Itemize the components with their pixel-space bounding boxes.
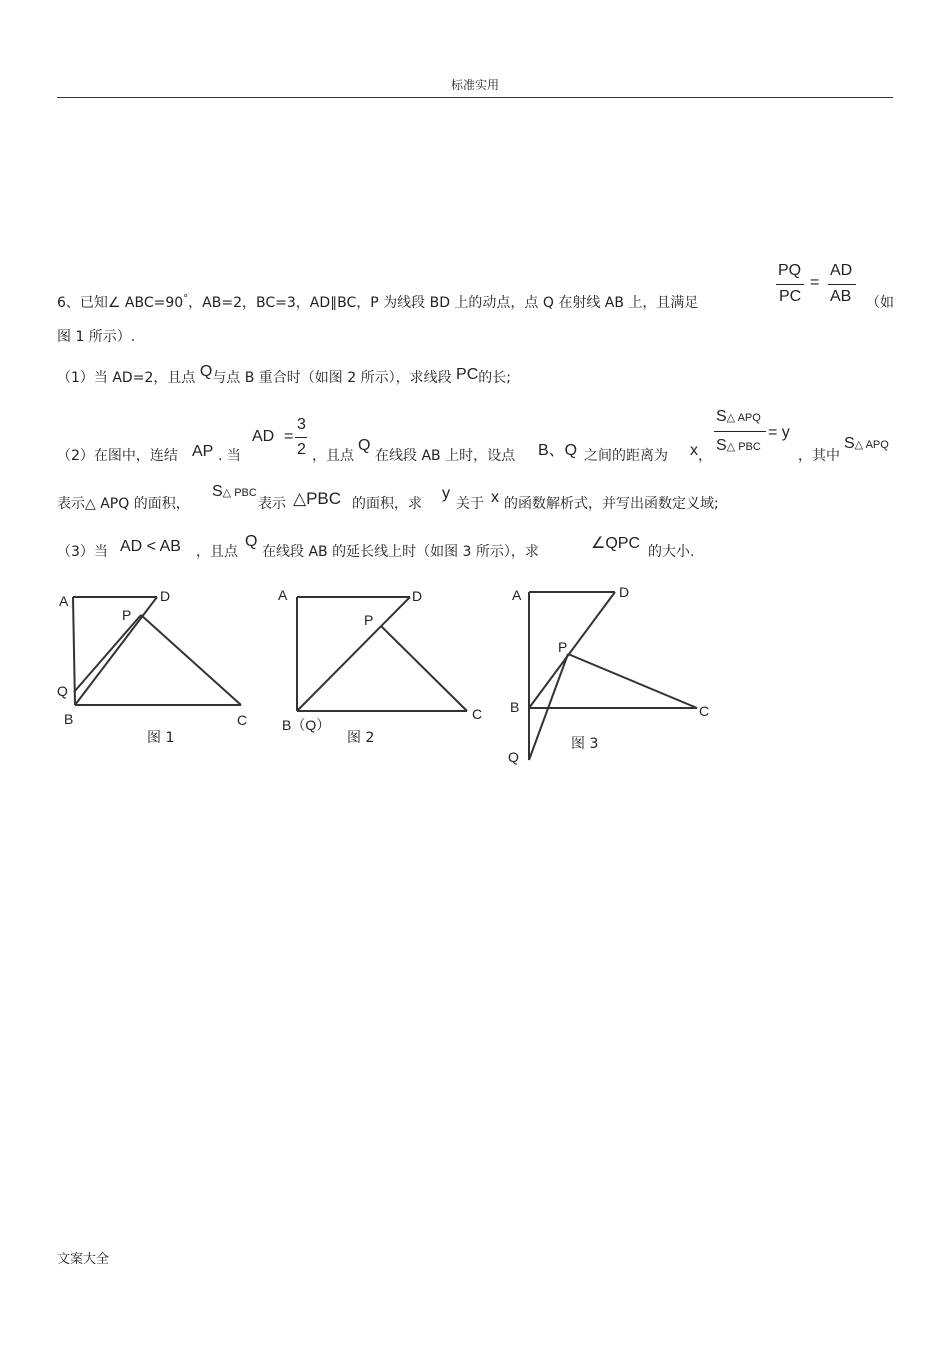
label-b: B [510, 699, 520, 715]
q2-s-apq [844, 435, 889, 453]
q2-ratio-bar [714, 431, 766, 432]
q2b-text-e: 的函数解析式，并写出函数定义域; [504, 496, 719, 512]
label-q: Q [508, 749, 519, 765]
q2-equals: = [284, 428, 294, 445]
q2-text-e: 之间的距离为 [584, 448, 668, 464]
q3-text-a: （3）当 [57, 544, 108, 560]
frac1-bar [776, 284, 804, 285]
q2-frac-den: 2 [297, 441, 306, 458]
q1-text-b: 与点 B 重合时（如图 2 所示），求线段 [212, 370, 452, 386]
s-symbol: S [716, 437, 727, 454]
q3-angle-qpc: ∠QPC [591, 535, 641, 552]
label-d: D [412, 588, 423, 604]
label-p: P [122, 607, 132, 623]
q2-equals-y: = y [768, 424, 790, 441]
q2-segment-ap: AP [192, 443, 214, 460]
q2-ad: AD [252, 428, 275, 445]
q2-frac-num: 3 [297, 416, 306, 433]
s-symbol: S [844, 435, 855, 452]
page-footer: 文案大全 [57, 1252, 110, 1267]
q2-text-d: 在线段 AB 上时，设点 [375, 448, 516, 464]
label-a: A [59, 593, 69, 609]
pbc-subscript: △ PBC [222, 487, 257, 499]
frac-equals: = [810, 274, 820, 291]
q2b-var-x: x [491, 489, 499, 506]
segment-pq [74, 615, 141, 692]
label-b: B [64, 711, 74, 727]
frac2-denominator: AB [830, 288, 852, 305]
frac1-denominator: PC [779, 288, 802, 305]
pbc-subscript: △ PBC [726, 441, 761, 453]
q1-segment-pc: PC [456, 366, 479, 383]
caption-figure-3: 图 3 [571, 736, 599, 752]
q2-ratio-den [716, 437, 761, 455]
q1-text-a: （1）当 AD=2，且点 [57, 370, 196, 386]
question-2-text-a: （2）在图中，连结 [57, 448, 178, 464]
q3-ad-lt-ab: AD < AB [120, 538, 181, 555]
problem-intro: 6、已知∠ ABC=90 [57, 295, 184, 311]
frac2-bar [828, 284, 856, 285]
segment-pc [568, 654, 697, 708]
q2-text-c: ，且点 [312, 448, 354, 464]
q2b-text-b: 表示 [258, 496, 286, 512]
q3-point-q: Q [245, 533, 258, 550]
degree-mark: ° [183, 293, 189, 305]
label-c: C [237, 712, 248, 728]
problem-line1-end: （如 [866, 295, 894, 311]
segment-bd [529, 592, 615, 708]
q2b-text-a: 表示△ APQ 的面积， [57, 496, 190, 512]
q2b-text-d: 关于 [456, 496, 484, 512]
caption-figure-2: 图 2 [347, 730, 375, 746]
header-rule [57, 97, 893, 98]
problem-line1-part1 [57, 292, 698, 312]
page-header: 标准实用 [450, 78, 499, 92]
apq-subscript: △ APQ [854, 439, 889, 451]
q2-text-f: ，其中 [798, 448, 840, 464]
label-b-q: B（Q） [282, 717, 331, 733]
apq-subscript: △ APQ [726, 412, 761, 424]
problem-conditions: ，AB=2，BC=3，AD∥BC，P 为线段 BD 上的动点，点 Q 在射线 AB 上，且满足 [188, 295, 699, 311]
label-c: C [472, 706, 483, 722]
q2b-s-pbc [212, 483, 257, 501]
segment-bd [297, 597, 410, 711]
q2b-triangle-pbc: △PBC [293, 489, 342, 508]
q2-comma: ， [698, 448, 712, 464]
q3-text-b: ，且点 [196, 544, 238, 560]
figure-3 [500, 578, 720, 768]
figure-2 [275, 585, 490, 755]
segment-bd [75, 597, 157, 705]
label-d: D [619, 584, 630, 600]
problem-line2: 图 1 所示）. [57, 329, 136, 345]
q3-text-d: 的大小. [648, 544, 695, 560]
q1-point-q: Q [199, 363, 213, 380]
label-a: A [278, 587, 288, 603]
segment-ab [73, 597, 75, 705]
segment-pc [141, 615, 241, 705]
label-p: P [364, 612, 374, 628]
q2b-text-c: 的面积，求 [352, 496, 422, 512]
question-1 [57, 363, 511, 387]
figure-1 [50, 585, 260, 755]
label-p: P [558, 639, 568, 655]
q2-point-q: Q [358, 437, 371, 454]
q2b-var-y: y [442, 485, 450, 502]
q2-text-b: . 当 [218, 448, 241, 464]
q1-text-c: 的长; [478, 370, 511, 386]
q3-text-c: 在线段 AB 的延长线上时（如图 3 所示），求 [262, 544, 539, 560]
q2-frac-bar [295, 437, 307, 438]
caption-figure-1: 图 1 [147, 730, 175, 746]
segment-pc [381, 626, 467, 711]
label-a: A [512, 587, 522, 603]
q2-var-x: x [690, 442, 698, 459]
q2-ratio-num [716, 408, 761, 426]
label-d: D [160, 588, 171, 604]
frac2-numerator: AD [830, 262, 853, 279]
label-c: C [699, 703, 710, 719]
s-symbol: S [716, 408, 727, 425]
q2-points-bq: B、Q [538, 442, 578, 459]
s-symbol: S [212, 483, 223, 500]
label-q: Q [57, 683, 68, 699]
frac1-numerator: PQ [778, 262, 802, 279]
